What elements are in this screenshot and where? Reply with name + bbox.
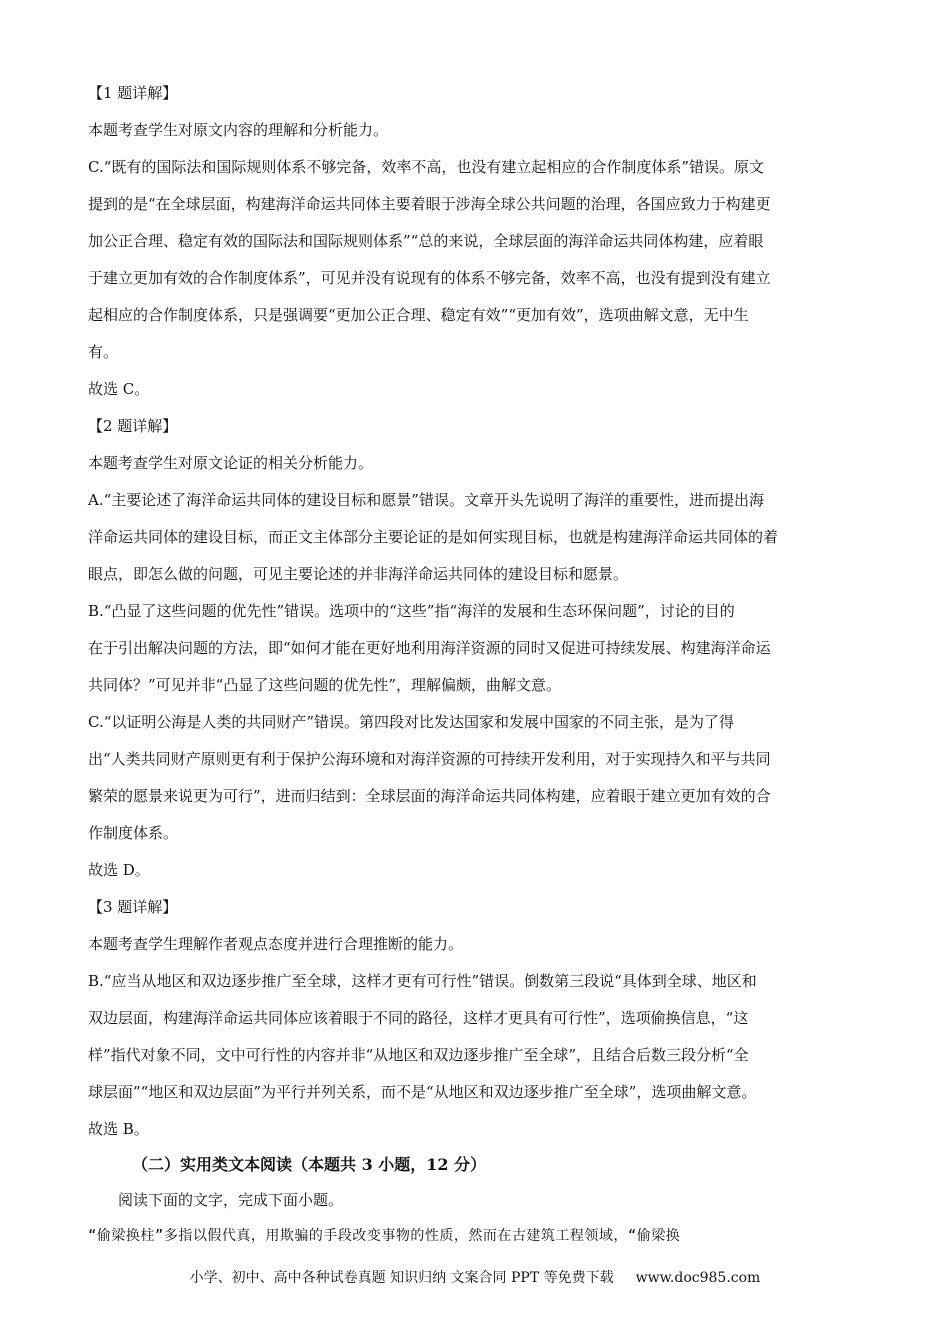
q2-line-9: 繁荣的愿景来说更为可行”，进而归结到：全球层面的海洋命运共同体构建，应着眼于建立更加有效的合 <box>88 787 771 805</box>
q1-heading: 【1 题详解】 <box>88 84 178 102</box>
page-footer <box>0 1268 950 1288</box>
q1-line-3: 加公正合理、稳定有效的国际法和国际规则体系”“总的来说，全球层面的海洋命运共同体构建，应着眼 <box>88 232 764 250</box>
section-instruction: 阅读下面的文字，完成下面小题。 <box>118 1191 344 1209</box>
q2-line-0: 本题考查学生对原文论证的相关分析能力。 <box>88 454 374 472</box>
q3-line-2: 双边层面，构建海洋命运共同体应该着眼于不同的路径，这样才更具有可行性”，选项偷换信息，“这 <box>88 1009 749 1027</box>
q2-line-5: 在于引出解决问题的方法，即“如何才能在更好地利用海洋资源的同时又促进可持续发展、构建海洋命运 <box>88 639 771 657</box>
q2-line-6: 共同体？”可见并非“凸显了这些问题的优先性”，理解偏颇，曲解文意。 <box>88 676 562 694</box>
section-title: （二）实用类文本阅读（本题共 3 小题，12 分） <box>132 1155 487 1174</box>
q2-line-7: C.“以证明公海是人类的共同财产”错误。第四段对比发达国家和发展中国家的不同主张，是为了得 <box>88 713 735 731</box>
q2-heading: 【2 题详解】 <box>88 417 178 435</box>
q1-line-0: 本题考查学生对原文内容的理解和分析能力。 <box>88 121 389 139</box>
q2-line-10: 作制度体系。 <box>88 824 179 842</box>
q2-line-3: 眼点，即怎么做的问题，可见主要论述的并非海洋命运共同体的建设目标和愿景。 <box>88 565 629 583</box>
q1-line-5: 起相应的合作制度体系，只是强调要“更加公正合理、稳定有效”“更加有效”，选项曲解文意，无中生 <box>88 306 749 324</box>
q3-heading: 【3 题详解】 <box>88 898 178 916</box>
q3-line-3: 样”指代对象不同，文中可行性的内容并非“从地区和双边逐步推广至全球”，且结合后数三段分析“全 <box>88 1046 749 1064</box>
q2-answer: 故选 D。 <box>88 861 150 879</box>
q3-answer: 故选 B。 <box>88 1120 149 1138</box>
q1-line-1: C.“既有的国际法和国际规则体系不够完备，效率不高，也没有建立起相应的合作制度体系”错误。原文 <box>88 158 765 176</box>
q3-line-1: B.“应当从地区和双边逐步推广至全球，这样才更有可行性”错误。倒数第三段说“具体到全球、地区和 <box>88 972 757 990</box>
passage-first-line: “偷梁换柱”多指以假代真，用欺骗的手段改变事物的性质，然而在古建筑工程领域，“偷梁换 <box>88 1228 681 1244</box>
q1-line-6: 有。 <box>88 343 119 361</box>
q1-answer: 故选 C。 <box>88 380 150 398</box>
footer-text: 小学、初中、高中各种试卷真题 知识归纳 文案合同 PPT 等免费下载 <box>189 1270 614 1286</box>
document-body <box>88 75 868 1253</box>
q2-line-2: 洋命运共同体的建设目标，而正文主体部分主要论证的是如何实现目标，也就是构建海洋命运共同体的着 <box>88 528 779 546</box>
q2-line-8: 出“人类共同财产原则更有利于保护公海环境和对海洋资源的可持续开发利用，对于实现持久和平与共同 <box>88 750 771 768</box>
q3-line-4: 球层面”“地区和双边层面”为平行并列关系，而不是“从地区和双边逐步推广至全球”，选项曲解文意。 <box>88 1083 757 1101</box>
q1-line-4: 于建立更加有效的合作制度体系”，可见并没有说现有的体系不够完备，效率不高，也没有提到没有建立 <box>88 269 771 287</box>
q2-line-1: A.“主要论述了海洋命运共同体的建设目标和愿景”错误。文章开头先说明了海洋的重要性，进而提出海 <box>88 491 764 509</box>
q2-line-4: B.“凸显了这些问题的优先性”错误。选项中的“这些”指“海洋的发展和生态环保问题”，讨论的目的 <box>88 602 735 620</box>
q1-line-2: 提到的是“在全球层面，构建海洋命运共同体主要着眼于涉海全球公共问题的治理，各国应致力于构建更 <box>88 195 771 213</box>
q3-line-0: 本题考查学生理解作者观点态度并进行合理推断的能力。 <box>88 935 464 953</box>
footer-url[interactable]: www.doc985.com <box>635 1270 761 1286</box>
